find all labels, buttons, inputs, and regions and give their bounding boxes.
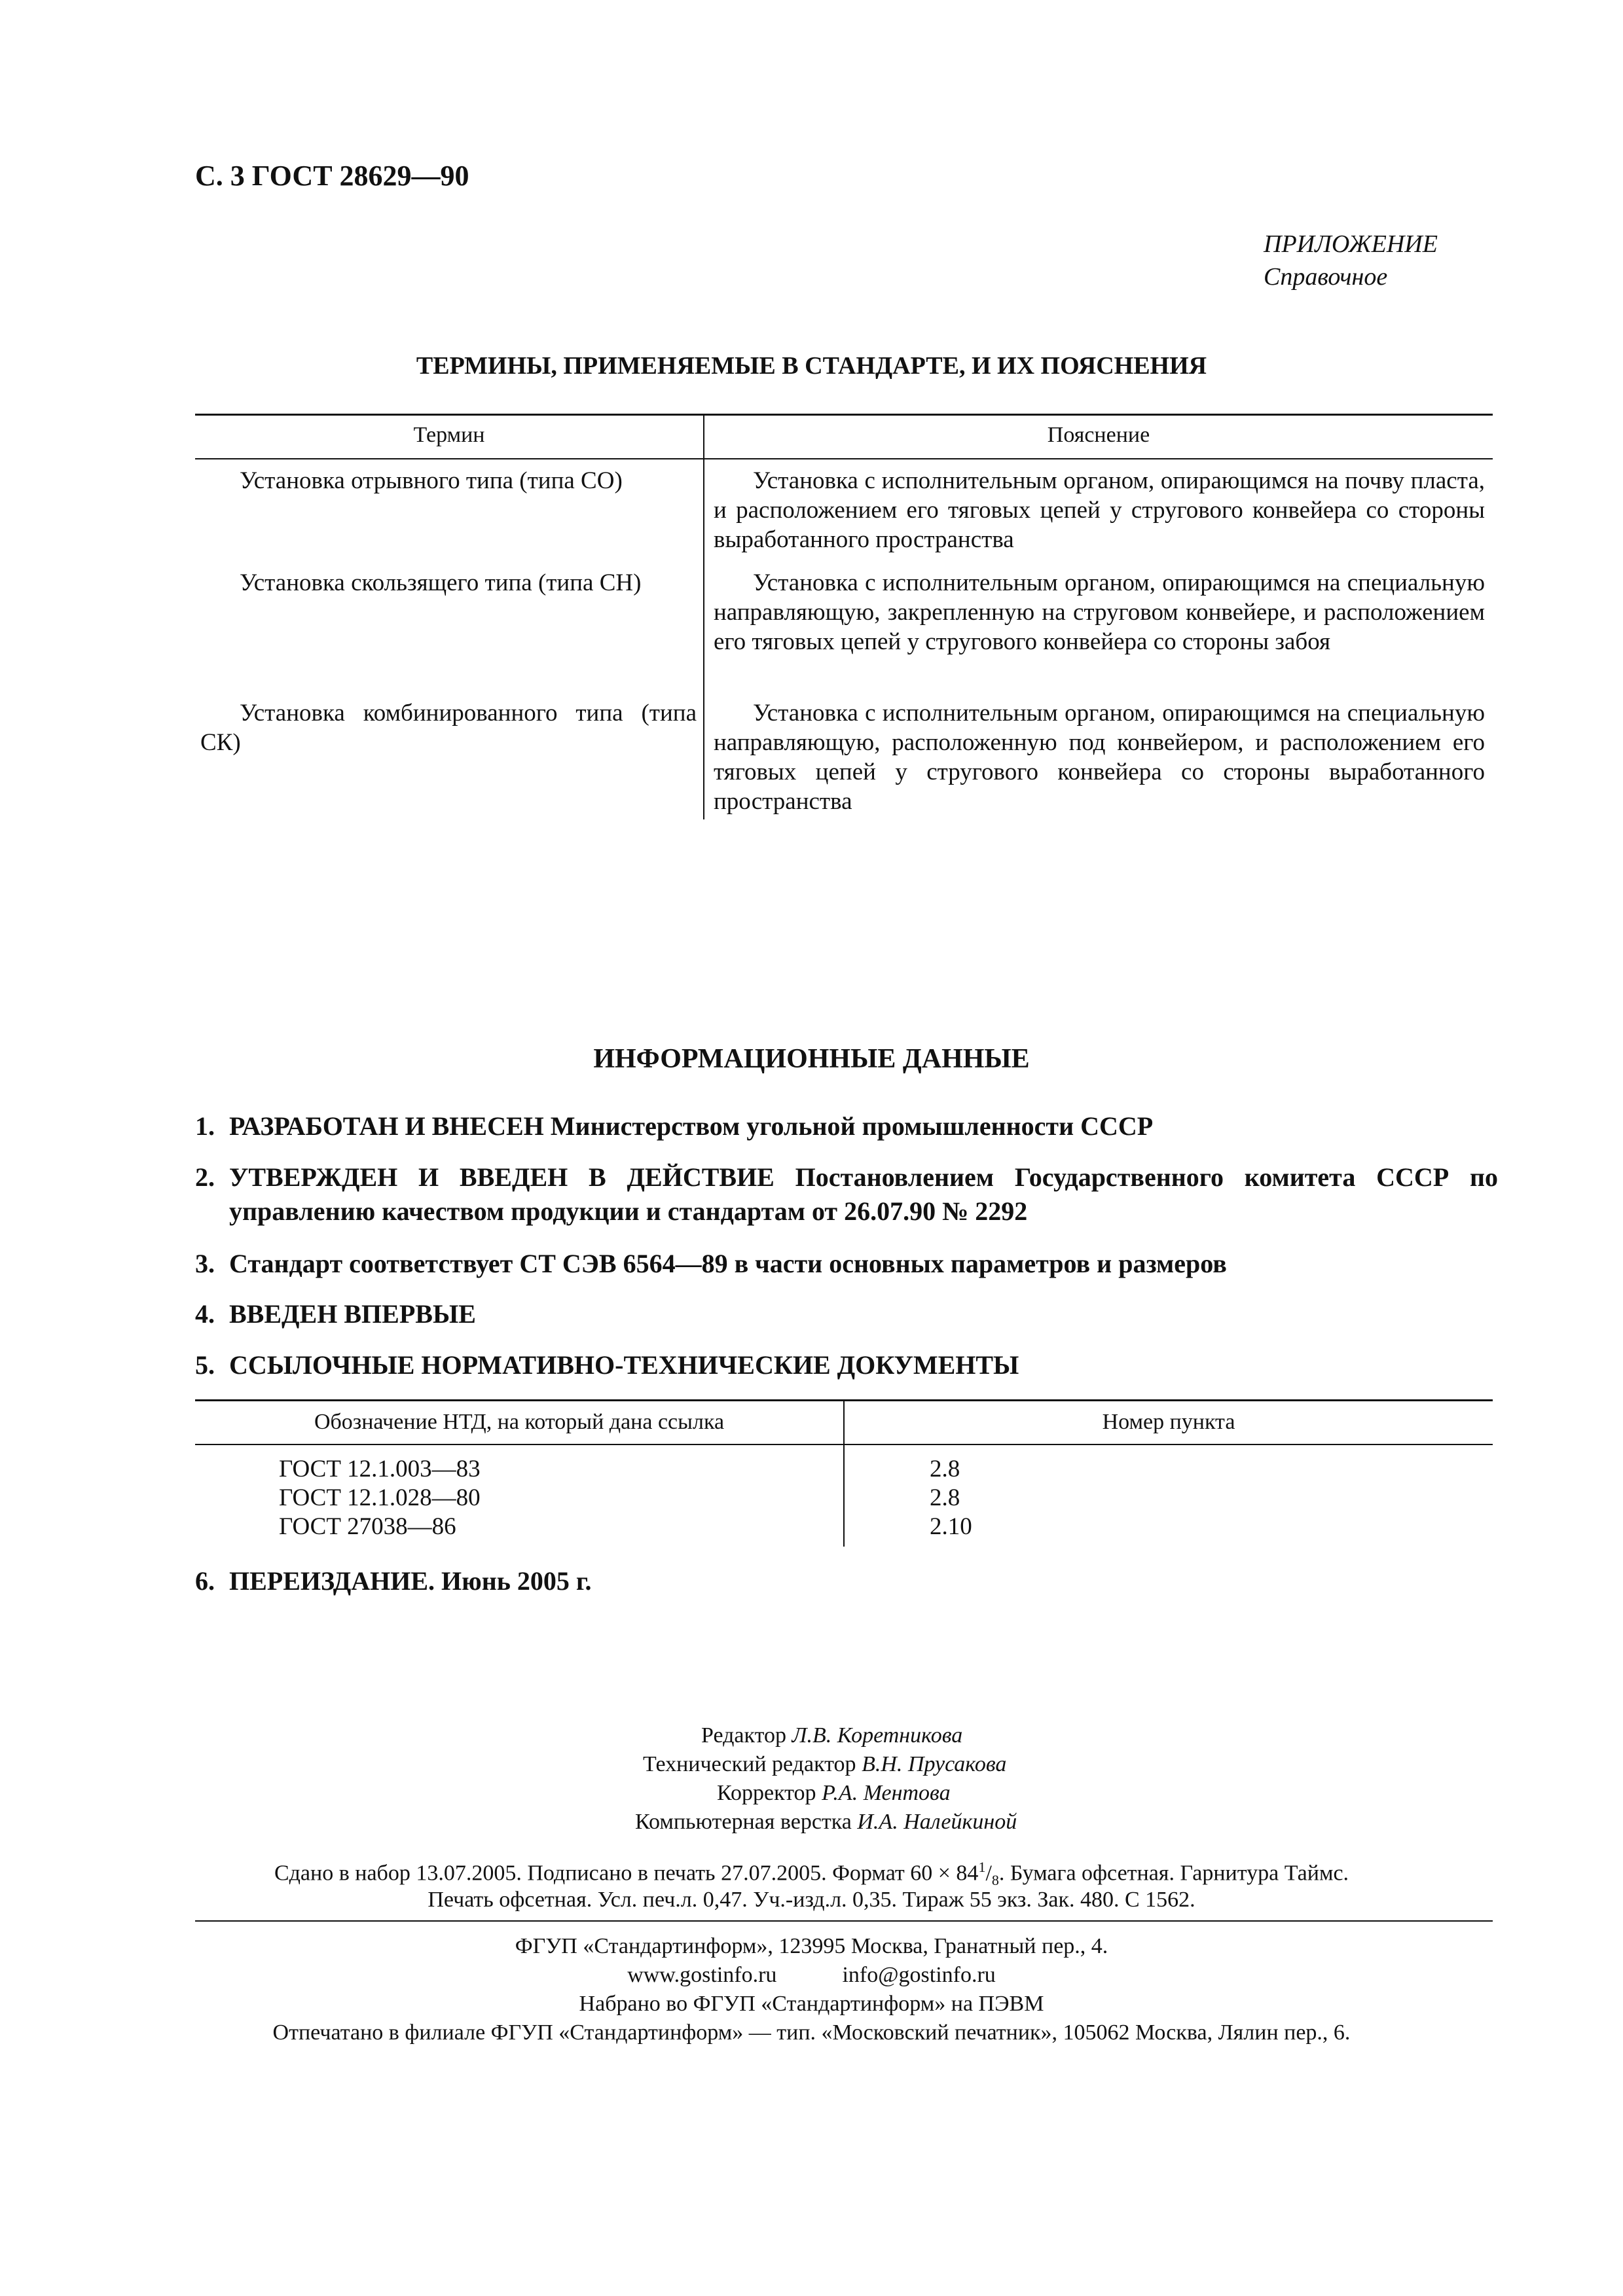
credit-role: Технический редактор [643, 1752, 862, 1776]
item-number: 4. [195, 1299, 215, 1329]
ref-document: ГОСТ 27038—86 [279, 1513, 456, 1540]
publisher-contacts [0, 1963, 1623, 1988]
item-lead: ВВЕДЕН ВПЕРВЫЕ [229, 1299, 476, 1329]
ref-clause: 2.8 [930, 1456, 960, 1482]
ref-clause: 2.8 [930, 1484, 960, 1511]
publisher-line4: Отпечатано в филиале ФГУП «Стандартинформ» — тип. «Московский печатник», 105062 Москва, Лялин пер., 6. [272, 2020, 1351, 2045]
term-cell: Установка отрывного типа (типа СО) [240, 467, 623, 494]
format-fraction-numerator: 1 [978, 1859, 986, 1875]
appendix-title: ПРИЛОЖЕНИЕ [1264, 230, 1438, 258]
credit-proofreader [717, 1781, 951, 1806]
terms-heading: ТЕРМИНЫ, ПРИМЕНЯЕМЫЕ В СТАНДАРТЕ, И ИХ ПОЯСНЕНИЯ [416, 352, 1207, 380]
credit-editor [701, 1723, 962, 1748]
print-info-text: . Бумага офсетная. Гарнитура Таймс. [998, 1861, 1349, 1886]
table-column-divider [703, 414, 704, 819]
item-lead: УТВЕРЖДЕН И ВВЕДЕН В ДЕЙСТВИЕ [229, 1162, 775, 1192]
column-header-term: Термин [413, 423, 485, 447]
explanation-cell: Установка с исполнительным органом, опирающимся на почву пласта, и расположением его тяговых цепей у стругового конвейера со стороны выработанного пространства [714, 467, 1485, 553]
item-text: Постановлением Государственного комитета СССР по управлению качеством продукции и стандартам от 26.07.90 № 2292 [229, 1162, 1498, 1226]
column-header-document: Обозначение НТД, на который дана ссылка [314, 1410, 725, 1434]
credit-role: Редактор [701, 1723, 792, 1748]
publisher-email[interactable]: info@gostinfo.ru [842, 1963, 996, 1987]
publisher-line1: ФГУП «Стандартинформ», 123995 Москва, Гранатный пер., 4. [515, 1934, 1108, 1958]
column-header-explanation: Пояснение [1047, 423, 1150, 447]
credit-name: В.Н. Прусакова [862, 1752, 1007, 1776]
credit-layout [635, 1810, 1017, 1835]
print-info-line1 [0, 1859, 1623, 1889]
print-info-line2: Печать офсетная. Усл. печ.л. 0,47. Уч.-изд.л. 0,35. Тираж 55 экз. Зак. 480. С 1562. [428, 1888, 1195, 1912]
credit-name: И.А. Налейкиной [857, 1810, 1017, 1834]
item-text: Стандарт соответствует СТ СЭВ 6564—89 в части основных параметров и размеров [229, 1249, 1227, 1278]
publisher-website[interactable]: www.gostinfo.ru [627, 1963, 777, 1987]
credit-name: Л.В. Коретникова [792, 1723, 963, 1748]
item-lead: ПЕРЕИЗДАНИЕ. [229, 1566, 435, 1596]
table-top-rule [195, 414, 1493, 416]
credit-tech-editor [643, 1752, 1006, 1777]
appendix-label [1264, 228, 1438, 293]
item-text: Июнь 2005 г. [435, 1566, 592, 1596]
item-number: 3. [195, 1249, 215, 1278]
item-lead: ССЫЛОЧНЫЕ НОРМАТИВНО-ТЕХНИЧЕСКИЕ ДОКУМЕНТЫ [229, 1350, 1019, 1380]
ref-document: ГОСТ 12.1.003—83 [279, 1456, 481, 1482]
explanation-cell: Установка с исполнительным органом, опирающимся на специальную направляющую, расположенную под конвейером, и расположением его тяговых цепей у стругового конвейера со стороны выработанного пространства [714, 700, 1485, 815]
item-lead: РАЗРАБОТАН И ВНЕСЕН [229, 1111, 544, 1141]
credit-role: Компьютерная верстка [635, 1810, 858, 1834]
table-header-rule [195, 458, 1493, 459]
ref-document: ГОСТ 12.1.028—80 [279, 1484, 481, 1511]
appendix-type: Справочное [1264, 263, 1388, 291]
imprint-divider [195, 1920, 1493, 1922]
item-number: 1. [195, 1111, 215, 1141]
explanation-cell: Установка с исполнительным органом, опирающимся на специальную направляющую, закрепленную на струговом конвейере, и расположением его тяговых цепей у стругового конвейера со стороны забоя [714, 569, 1485, 655]
item-number: 5. [195, 1350, 215, 1380]
format-fraction-slash: / [985, 1861, 992, 1886]
column-header-clause: Номер пункта [1102, 1410, 1235, 1434]
item-number: 2. [195, 1162, 215, 1192]
term-cell: Установка комбинированного типа (типа СК) [200, 700, 697, 756]
ref-clause: 2.10 [930, 1513, 972, 1540]
credit-role: Корректор [717, 1781, 822, 1805]
format-fraction-denominator: 8 [991, 1872, 999, 1889]
credit-name: Р.А. Ментова [822, 1781, 951, 1805]
info-heading: ИНФОРМАЦИОННЫЕ ДАННЫЕ [593, 1044, 1030, 1074]
item-text: Министерством угольной промышленности СССР [543, 1111, 1154, 1141]
term-cell: Установка скользящего типа (типа СН) [240, 569, 642, 596]
publisher-line3: Набрано во ФГУП «Стандартинформ» на ПЭВМ [579, 1992, 1044, 2016]
page-header: С. 3 ГОСТ 28629—90 [195, 160, 469, 192]
item-number: 6. [195, 1566, 215, 1596]
print-info-text: Сдано в набор 13.07.2005. Подписано в печать 27.07.2005. Формат 60 × 84 [274, 1861, 979, 1886]
